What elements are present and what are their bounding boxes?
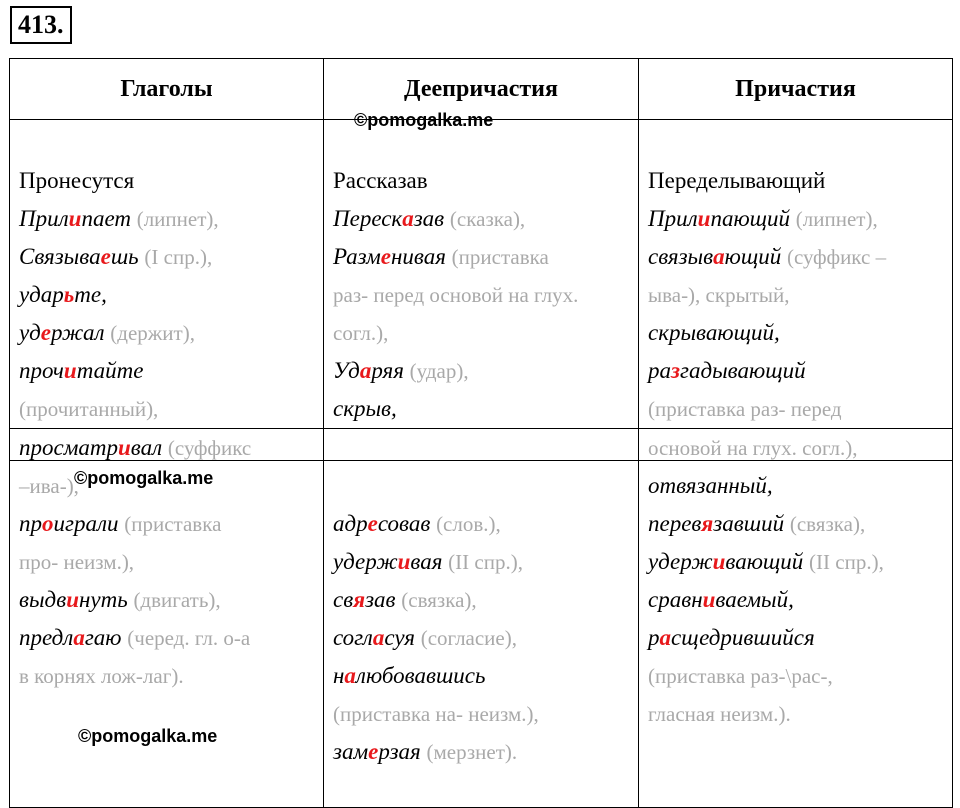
highlighted-letter: и	[702, 587, 716, 612]
word	[333, 206, 444, 231]
highlighted-letter: и	[66, 587, 79, 612]
word-line	[648, 390, 952, 428]
word-part: просматр	[19, 435, 118, 460]
word-line	[19, 619, 323, 657]
word-line	[333, 505, 638, 543]
highlighted-letter: и	[63, 358, 77, 383]
word	[648, 168, 825, 193]
word-part: отвязанный,	[648, 473, 773, 498]
participles-cell-bottom	[639, 429, 953, 808]
word-part: пающий	[710, 206, 791, 231]
header-gerunds: Деепричастия	[324, 59, 639, 120]
word-part: ра	[648, 358, 671, 383]
word-part: зав	[365, 587, 396, 612]
word-part: вал	[130, 435, 163, 460]
highlighted-letter: ь	[63, 282, 75, 307]
note: (мерзнет).	[426, 740, 518, 764]
word-line	[19, 657, 323, 695]
word-line	[19, 238, 323, 276]
word-part: любовавшись	[355, 663, 486, 688]
word-part: выдв	[19, 587, 67, 612]
word-line	[648, 162, 952, 200]
highlighted-letter: е	[100, 244, 111, 269]
note: раз- перед основой на глух.	[333, 283, 579, 307]
word	[333, 587, 396, 612]
word	[333, 663, 485, 688]
note: (II спр.),	[448, 550, 523, 574]
word	[333, 549, 442, 574]
watermark-bottom: ©pomogalka.me	[78, 726, 218, 746]
note: (прочитанный),	[19, 397, 159, 421]
note: (приставка	[451, 245, 549, 269]
word-part: Рассказав	[333, 168, 428, 193]
highlighted-letter: о	[42, 511, 54, 536]
highlighted-letter: и	[697, 206, 711, 231]
note: (связка),	[789, 512, 866, 536]
word-line	[19, 543, 323, 581]
note: –ива-),	[19, 474, 79, 498]
word-part: согл	[333, 625, 373, 650]
word-part: удерж	[333, 549, 398, 574]
word-part: пает	[81, 206, 131, 231]
note: согл.),	[333, 321, 389, 345]
word-part: удерж	[648, 549, 713, 574]
word-part: Прил	[19, 206, 69, 231]
word-line	[333, 276, 638, 314]
word-line	[19, 505, 323, 543]
highlighted-letter: а	[73, 625, 85, 650]
word-part: вая	[410, 549, 443, 574]
word-part: тайте	[76, 358, 144, 383]
highlighted-letter: я	[701, 511, 714, 536]
word-part: Переск	[333, 206, 403, 231]
note: (сказка),	[449, 207, 526, 231]
word-part: Связыва	[19, 244, 101, 269]
note: (липнет),	[136, 207, 219, 231]
word	[19, 282, 107, 307]
word-part: зам	[333, 739, 369, 764]
word-line	[648, 238, 952, 276]
word	[19, 435, 162, 460]
word-part: суя	[384, 625, 415, 650]
word-line	[648, 543, 952, 581]
word-part: Пронесутся	[19, 168, 135, 193]
note: ыва-), скрытый,	[648, 283, 790, 307]
word-line	[333, 581, 638, 619]
word-line	[333, 352, 638, 390]
word-part: сравн	[648, 587, 703, 612]
word-part: связыв	[648, 244, 714, 269]
word-part: Разм	[333, 244, 381, 269]
highlighted-letter: и	[68, 206, 82, 231]
word-line	[648, 505, 952, 543]
word	[648, 549, 803, 574]
word	[19, 206, 131, 231]
header-verbs: Глаголы	[10, 59, 324, 120]
word-part: Уд	[333, 358, 360, 383]
word	[19, 320, 105, 345]
note: (черед. гл. о-а	[127, 626, 251, 650]
highlighted-letter: а	[713, 244, 725, 269]
word	[333, 168, 428, 193]
note: про- неизм.),	[19, 550, 135, 574]
note: (согласие),	[420, 626, 517, 650]
word	[333, 739, 421, 764]
word-part: нивая	[390, 244, 446, 269]
word	[19, 358, 143, 383]
word-part: совав	[377, 511, 431, 536]
word	[19, 244, 139, 269]
word-part: нуть	[78, 587, 128, 612]
word-line	[19, 390, 323, 428]
gerunds-cell-bottom	[324, 429, 639, 808]
highlighted-letter: з	[671, 358, 680, 383]
task-number: 413.	[10, 6, 72, 44]
word-line	[333, 733, 638, 771]
word-line	[648, 581, 952, 619]
word-part: удар	[19, 282, 64, 307]
word-line	[19, 352, 323, 390]
word	[648, 358, 806, 383]
note: (приставка на- неизм.),	[333, 702, 539, 726]
word-line	[19, 162, 323, 200]
note: (двигать),	[133, 588, 221, 612]
word-part: рзая	[378, 739, 421, 764]
word-part: ряя	[371, 358, 404, 383]
highlighted-letter: я	[353, 587, 366, 612]
word	[648, 473, 773, 498]
note: (удар),	[409, 359, 469, 383]
word-line	[648, 467, 952, 505]
word-part: ваемый,	[715, 587, 794, 612]
word	[19, 625, 122, 650]
highlighted-letter: и	[712, 549, 726, 574]
highlighted-letter: и	[118, 435, 131, 460]
word	[19, 587, 128, 612]
word-line	[333, 657, 638, 695]
word-line	[333, 314, 638, 352]
watermark-top: ©pomogalka.me	[354, 110, 494, 130]
word-part: ющий	[724, 244, 782, 269]
verbs-cell-top	[10, 120, 324, 461]
word	[19, 168, 134, 193]
word-line	[648, 695, 952, 733]
word	[19, 511, 119, 536]
word-part: гадывающий	[679, 358, 806, 383]
word-line	[333, 695, 638, 733]
highlighted-letter: а	[344, 663, 356, 688]
word	[648, 625, 815, 650]
word-part: скрыв,	[333, 396, 397, 421]
word-part: ржал	[51, 320, 105, 345]
highlighted-letter: и	[397, 549, 411, 574]
note: (связка),	[401, 588, 477, 612]
note: гласная неизм.).	[648, 702, 791, 726]
word-line	[19, 429, 323, 467]
word-line	[19, 200, 323, 238]
word-line	[648, 200, 952, 238]
highlighted-letter: е	[367, 511, 378, 536]
word	[333, 244, 446, 269]
note: (липнет),	[795, 207, 878, 231]
word-line	[333, 162, 638, 200]
note: (приставка	[124, 512, 222, 536]
word-line	[333, 467, 638, 505]
note: (суффикс –	[786, 245, 887, 269]
word-part: перев	[648, 511, 702, 536]
word	[648, 511, 784, 536]
word	[333, 625, 415, 650]
note: (суффикс	[167, 436, 252, 460]
highlighted-letter: е	[380, 244, 391, 269]
word-line	[648, 429, 952, 467]
word-line	[19, 314, 323, 352]
word-part: уд	[19, 320, 41, 345]
participles-cell-top	[639, 120, 953, 461]
word-part: шь	[110, 244, 139, 269]
word-line	[648, 314, 952, 352]
highlighted-letter: а	[402, 206, 414, 231]
word-part: сщедрившийся	[671, 625, 815, 650]
word-part: завший	[713, 511, 785, 536]
word-part: св	[333, 587, 354, 612]
word	[648, 587, 794, 612]
word	[333, 396, 397, 421]
word-part: вающий	[725, 549, 804, 574]
word-part: проч	[19, 358, 64, 383]
note: (приставка раз-\рас-,	[648, 664, 833, 688]
word-line	[648, 657, 952, 695]
header-participles: Причастия	[639, 59, 953, 120]
word-line	[333, 238, 638, 276]
word-line	[648, 276, 952, 314]
word-part: адр	[333, 511, 368, 536]
word-line	[19, 581, 323, 619]
note: в корнях лож-лаг).	[19, 664, 184, 688]
word-part: гаю	[84, 625, 122, 650]
word-line	[648, 619, 952, 657]
highlighted-letter: е	[368, 739, 379, 764]
word-line	[333, 200, 638, 238]
word-part: Переделывающий	[648, 168, 826, 193]
note: (держит),	[110, 321, 195, 345]
word-part: скрывающий,	[648, 320, 780, 345]
word	[648, 320, 780, 345]
highlighted-letter: а	[359, 358, 372, 383]
word	[648, 244, 781, 269]
note: основой на глух. согл.),	[648, 436, 858, 460]
word-part: р	[648, 625, 660, 650]
word-line	[333, 390, 638, 428]
highlighted-letter: а	[659, 625, 671, 650]
watermark-middle: ©pomogalka.me	[74, 468, 214, 488]
word-part: Прил	[648, 206, 698, 231]
highlighted-letter: е	[40, 320, 51, 345]
word-line	[333, 543, 638, 581]
note: (I спр.),	[144, 245, 213, 269]
word-part: зав	[413, 206, 445, 231]
word-part: те,	[74, 282, 107, 307]
word-line	[19, 276, 323, 314]
note: (II спр.),	[809, 550, 884, 574]
word-part: н	[333, 663, 345, 688]
highlighted-letter: а	[372, 625, 385, 650]
word-line	[648, 352, 952, 390]
word	[333, 358, 404, 383]
word-part: пр	[19, 511, 42, 536]
gerunds-cell-top	[324, 120, 639, 461]
word-part: предл	[19, 625, 74, 650]
word	[648, 206, 790, 231]
note: (приставка раз- перед	[648, 397, 842, 421]
word-part: играли	[53, 511, 119, 536]
word	[333, 511, 430, 536]
word-line	[333, 619, 638, 657]
note: (слов.),	[436, 512, 501, 536]
